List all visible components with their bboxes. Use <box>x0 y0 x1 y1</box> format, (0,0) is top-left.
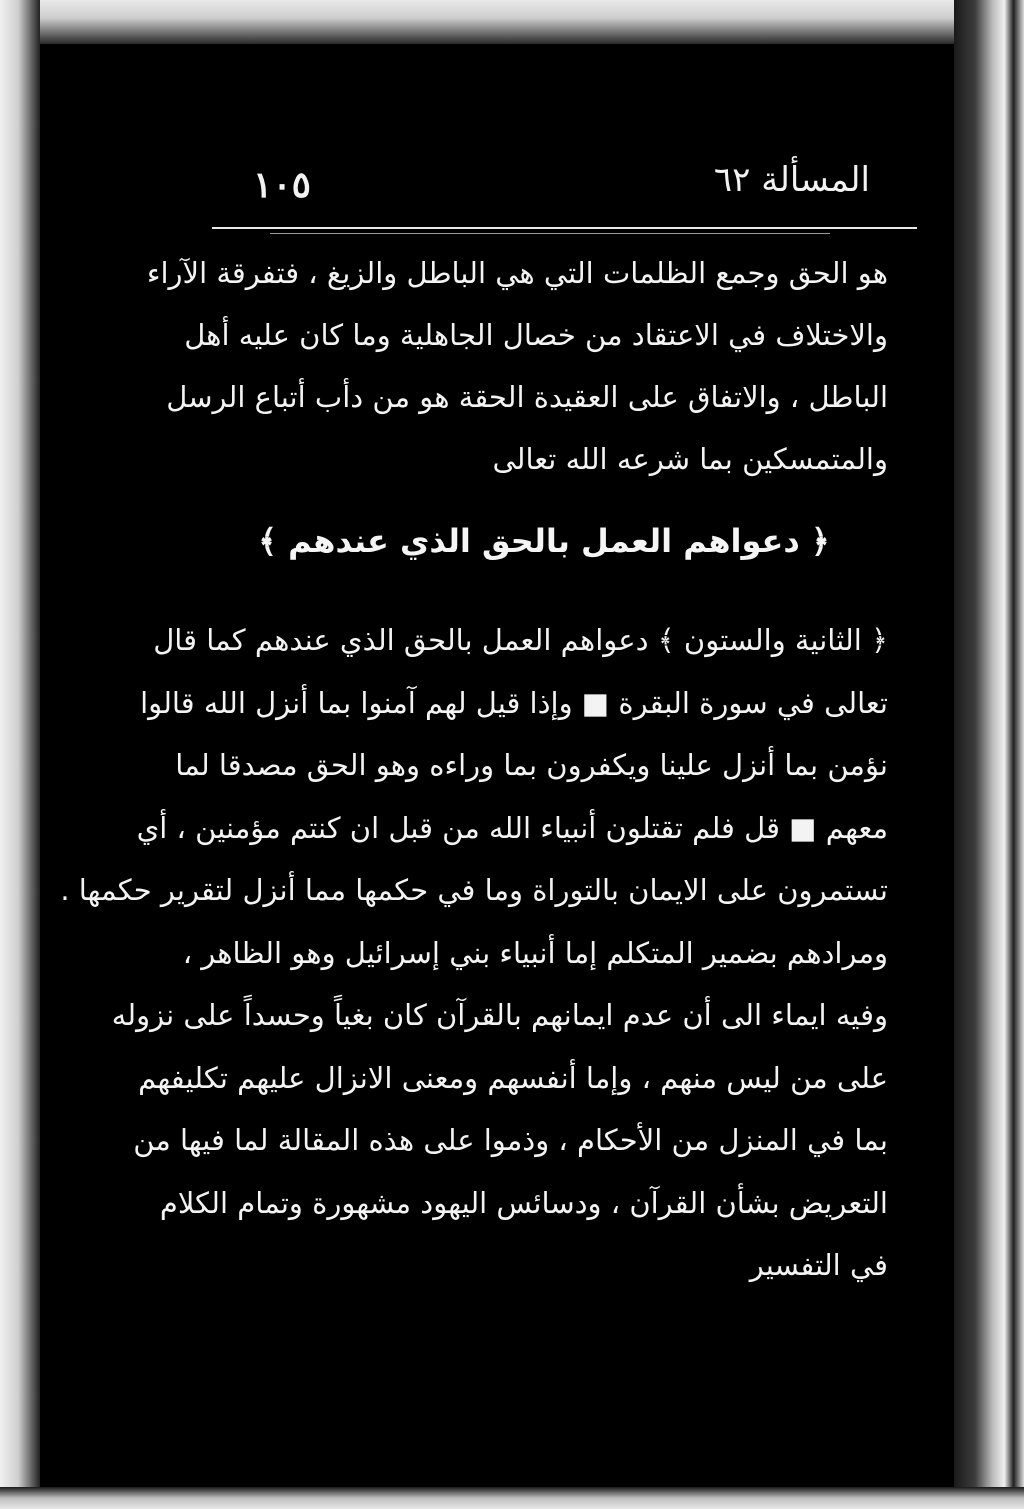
text-line: الباطل ، والاتفاق على العقيدة الحقة هو من دأب أتباع الرسل <box>166 380 888 414</box>
text-line: وفيه ايماء الى أن عدم ايمانهم بالقرآن كان بغياً وحسداً على نزوله <box>111 998 888 1032</box>
text-line: ﴿ الثانية والستون ﴾ دعواهم العمل بالحق الذي عندهم كما قال <box>153 623 888 657</box>
section-heading: ﴿ دعواهم العمل بالحق الذي عندهم ﴾ <box>258 522 830 560</box>
scan-edge-top <box>0 0 1024 44</box>
text-line: في التفسير <box>749 1248 888 1282</box>
book-page <box>40 44 954 1487</box>
text-line: والمتمسكين بما شرعه الله تعالى <box>492 442 888 476</box>
text-line: معهم ■ قل فلم تقتلون أنبياء الله من قبل ان كنتم مؤمنين ، أي <box>136 810 888 845</box>
scan-edge-bottom <box>0 1487 1024 1509</box>
text-line: تعالى في سورة البقرة ■ وإذا قيل لهم آمنوا بما أنزل الله قالوا <box>140 685 888 720</box>
header-rule-secondary <box>270 233 830 234</box>
scan-edge-left <box>0 0 40 1509</box>
chapter-title: المسألة ٦٢ <box>713 160 870 200</box>
paragraph-body <box>60 609 888 1297</box>
header-rule <box>212 227 917 229</box>
text-line: تستمرون على الايمان بالتوراة وما في حكمها مما أنزل لتقرير حكمها . <box>60 873 888 907</box>
page-number: ١٠٥ <box>253 164 312 206</box>
text-line: نؤمن بما أنزل علينا ويكفرون بما وراءه وهو الحق مصدقا لما <box>175 748 888 782</box>
text-line: بما في المنزل من الأحكام ، وذموا على هذه المقالة لما فيها من <box>133 1123 888 1157</box>
text-line: التعريض بشأن القرآن ، ودسائس اليهود مشهورة وتمام الكلام <box>159 1185 888 1220</box>
paragraph-intro <box>146 242 888 490</box>
text-line: هو الحق وجمع الظلمات التي هي الباطل والزيغ ، فتفرقة الآراء <box>146 256 888 290</box>
text-line: والاختلاف في الاعتقاد من خصال الجاهلية وما كان عليه أهل <box>184 318 888 352</box>
text-line: على من ليس منهم ، وإما أنفسهم ومعنى الانزال عليهم تكليفهم <box>138 1060 888 1095</box>
text-line: ومرادهم بضمير المتكلم إما أنبياء بني إسرائيل وهو الظاهر ، <box>182 935 888 970</box>
scan-edge-right <box>954 0 1024 1509</box>
